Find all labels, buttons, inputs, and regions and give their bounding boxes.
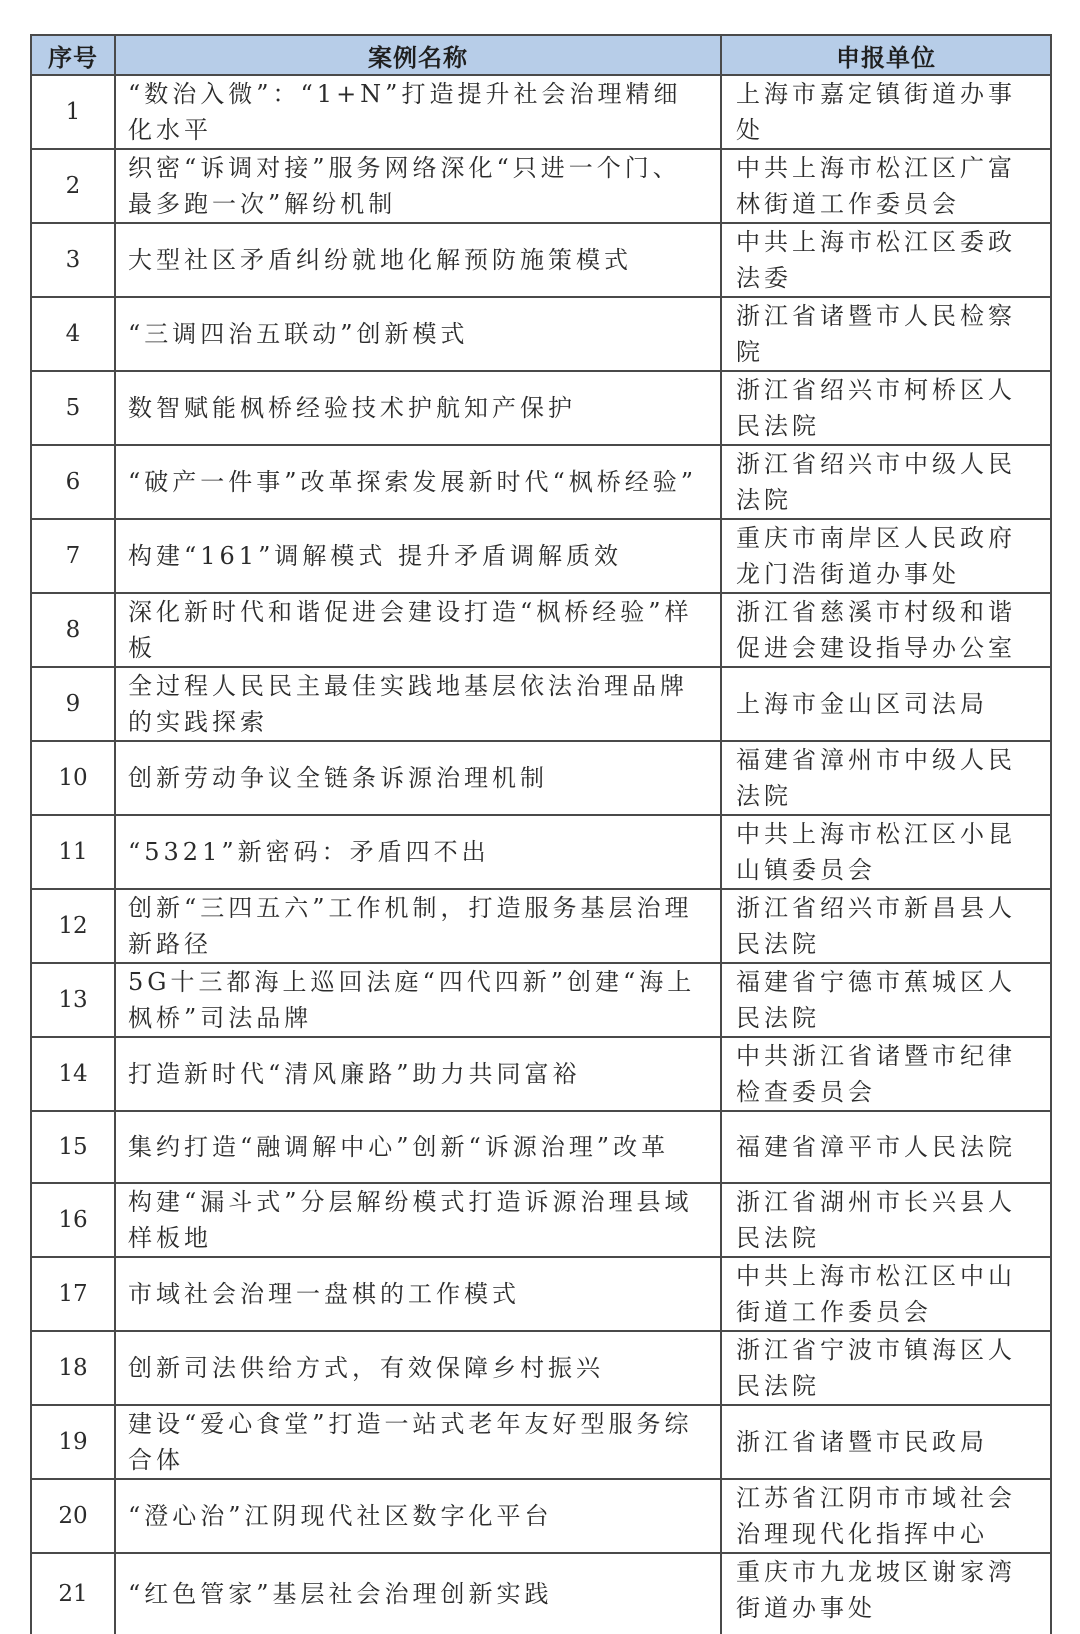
table-row [31,667,1051,741]
row-case-name: 大型社区矛盾纠纷就地化解预防施策模式 [115,223,721,297]
row-index: 3 [31,223,115,297]
row-case-name: 构建“161”调解模式 提升矛盾调解质效 [115,519,721,593]
row-index: 17 [31,1257,115,1331]
row-unit: 上海市金山区司法局 [721,667,1051,741]
row-index: 15 [31,1111,115,1183]
header-case-name: 案例名称 [115,35,721,75]
header-unit: 申报单位 [721,35,1051,75]
row-index: 20 [31,1479,115,1553]
row-index: 9 [31,667,115,741]
row-case-name: 全过程人民民主最佳实践地基层依法治理品牌的实践探索 [115,667,721,741]
table-row [31,297,1051,371]
row-unit: 浙江省慈溪市村级和谐促进会建设指导办公室 [721,593,1051,667]
row-unit: 浙江省绍兴市新昌县人民法院 [721,889,1051,963]
row-unit: 浙江省绍兴市中级人民法院 [721,445,1051,519]
row-case-name: 创新“三四五六”工作机制，打造服务基层治理新路径 [115,889,721,963]
row-index: 4 [31,297,115,371]
table-row [31,741,1051,815]
table-row [31,889,1051,963]
row-unit: 福建省漳平市人民法院 [721,1111,1051,1183]
table-row [31,149,1051,223]
cases-table [30,34,1052,1634]
table-row [31,815,1051,889]
row-unit: 浙江省诸暨市人民检察院 [721,297,1051,371]
table-row [31,1553,1051,1634]
row-unit: 浙江省湖州市长兴县人民法院 [721,1183,1051,1257]
row-case-name: 构建“漏斗式”分层解纷模式打造诉源治理县域样板地 [115,1183,721,1257]
row-case-name: 创新劳动争议全链条诉源治理机制 [115,741,721,815]
row-case-name: 集约打造“融调解中心”创新“诉源治理”改革 [115,1111,721,1183]
table-row [31,1405,1051,1479]
row-index: 6 [31,445,115,519]
row-index: 11 [31,815,115,889]
row-unit: 重庆市南岸区人民政府龙门浩街道办事处 [721,519,1051,593]
table-row [31,1037,1051,1111]
row-case-name: 市域社会治理一盘棋的工作模式 [115,1257,721,1331]
table-row [31,963,1051,1037]
row-unit: 浙江省宁波市镇海区人民法院 [721,1331,1051,1405]
row-index: 10 [31,741,115,815]
row-unit: 福建省漳州市中级人民法院 [721,741,1051,815]
cases-table-container [30,34,1050,1634]
row-case-name: 深化新时代和谐促进会建设打造“枫桥经验”样板 [115,593,721,667]
table-body [31,75,1051,1634]
row-case-name: “5321”新密码：矛盾四不出 [115,815,721,889]
row-unit: 浙江省绍兴市柯桥区人民法院 [721,371,1051,445]
row-index: 12 [31,889,115,963]
row-unit: 浙江省诸暨市民政局 [721,1405,1051,1479]
row-case-name: “红色管家”基层社会治理创新实践 [115,1553,721,1634]
row-index: 18 [31,1331,115,1405]
row-index: 1 [31,75,115,149]
table-row [31,1111,1051,1183]
table-header [31,35,1051,75]
row-index: 5 [31,371,115,445]
table-row [31,1257,1051,1331]
row-unit: 江苏省江阴市市域社会治理现代化指挥中心 [721,1479,1051,1553]
table-row [31,1331,1051,1405]
header-index: 序号 [31,35,115,75]
table-row [31,1183,1051,1257]
row-unit: 上海市嘉定镇街道办事处 [721,75,1051,149]
row-index: 14 [31,1037,115,1111]
table-row [31,1479,1051,1553]
row-case-name: 建设“爱心食堂”打造一站式老年友好型服务综合体 [115,1405,721,1479]
row-unit: 重庆市九龙坡区谢家湾街道办事处 [721,1553,1051,1634]
row-case-name: 创新司法供给方式，有效保障乡村振兴 [115,1331,721,1405]
table-row [31,75,1051,149]
row-unit: 中共上海市松江区广富林街道工作委员会 [721,149,1051,223]
row-case-name: 5G十三都海上巡回法庭“四代四新”创建“海上枫桥”司法品牌 [115,963,721,1037]
row-unit: 福建省宁德市蕉城区人民法院 [721,963,1051,1037]
table-row [31,445,1051,519]
row-unit: 中共浙江省诸暨市纪律检查委员会 [721,1037,1051,1111]
table-row [31,519,1051,593]
row-index: 16 [31,1183,115,1257]
row-index: 13 [31,963,115,1037]
row-unit: 中共上海市松江区小昆山镇委员会 [721,815,1051,889]
row-index: 2 [31,149,115,223]
row-case-name: “破产一件事”改革探索发展新时代“枫桥经验” [115,445,721,519]
row-case-name: “数治入微”：“1+N”打造提升社会治理精细化水平 [115,75,721,149]
row-index: 8 [31,593,115,667]
table-row [31,371,1051,445]
row-case-name: “三调四治五联动”创新模式 [115,297,721,371]
table-row [31,223,1051,297]
header-row [31,35,1051,75]
row-case-name: 数智赋能枫桥经验技术护航知产保护 [115,371,721,445]
table-row [31,593,1051,667]
row-case-name: 打造新时代“清风廉路”助力共同富裕 [115,1037,721,1111]
row-index: 21 [31,1553,115,1634]
row-case-name: “澄心治”江阴现代社区数字化平台 [115,1479,721,1553]
row-unit: 中共上海市松江区委政法委 [721,223,1051,297]
row-index: 7 [31,519,115,593]
row-case-name: 织密“诉调对接”服务网络深化“只进一个门、最多跑一次”解纷机制 [115,149,721,223]
row-unit: 中共上海市松江区中山街道工作委员会 [721,1257,1051,1331]
row-index: 19 [31,1405,115,1479]
